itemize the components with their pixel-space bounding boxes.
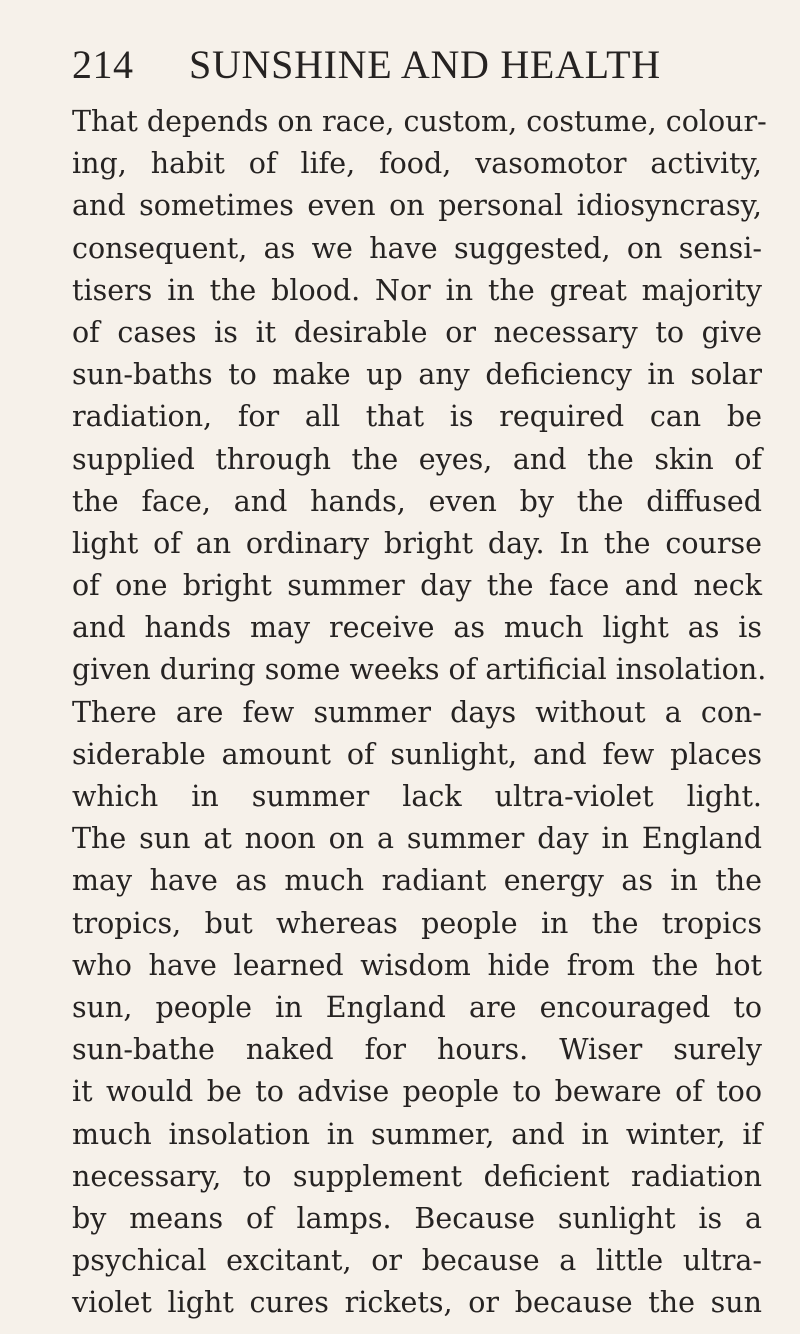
text-line: tropics, but whereas people in the tropics [72,906,762,940]
text-line: much insolation in summer, and in winter, if [72,1117,762,1151]
running-header [72,40,762,90]
text-line: sun-baths to make up any deficiency in solar [72,358,762,392]
text-line: and sometimes even on personal idiosyncrasy, [72,189,762,223]
text-line: radiation, for all that is required can be [72,400,762,434]
text-line: psychical excitant, or because a little ultra- [72,1244,762,1278]
text-line: tisers in the blood. Nor in the great majority [72,273,762,307]
running-title: SUNSHINE AND HEALTH [189,42,661,87]
body-paragraph [72,101,767,1324]
text-line: That depends on race, custom, costume, colour- [72,105,767,138]
page-number: 214 [72,42,134,87]
text-line: The sun at noon on a summer day in England [72,822,762,856]
text-line: which in summer lack ultra-violet light. [72,780,762,813]
text-line: siderable amount of sunlight, and few places [72,737,762,771]
text-line: consequent, as we have suggested, on sensi- [72,231,762,265]
text-line: of cases is it desirable or necessary to give [72,315,762,349]
text-line: violet light cures rickets, or because the sun [72,1286,762,1320]
text-line: it would be to advise people to beware of too [72,1075,762,1109]
text-line: of one bright summer day the face and neck [72,569,762,603]
text-line: There are few summer days without a con- [72,695,762,729]
text-line: light of an ordinary bright day. In the course [72,526,762,560]
text-line: given during some weeks of artificial insolation. [72,653,767,687]
text-line: ing, habit of life, food, vasomotor activity, [72,147,762,181]
text-line: sun, people in England are encouraged to [72,990,762,1024]
text-line: by means of lamps. Because sunlight is a [72,1201,762,1235]
text-line: who have learned wisdom hide from the hot [72,948,762,982]
text-line: supplied through the eyes, and the skin of [72,442,762,476]
text-line: the face, and hands, even by the diffused [72,484,762,518]
text-line: may have as much radiant energy as in the [72,864,762,898]
text-line: and hands may receive as much light as is [72,611,762,645]
text-line: sun-bathe naked for hours. Wiser surely [72,1033,762,1067]
text-line: necessary, to supplement deficient radiation [72,1159,762,1193]
